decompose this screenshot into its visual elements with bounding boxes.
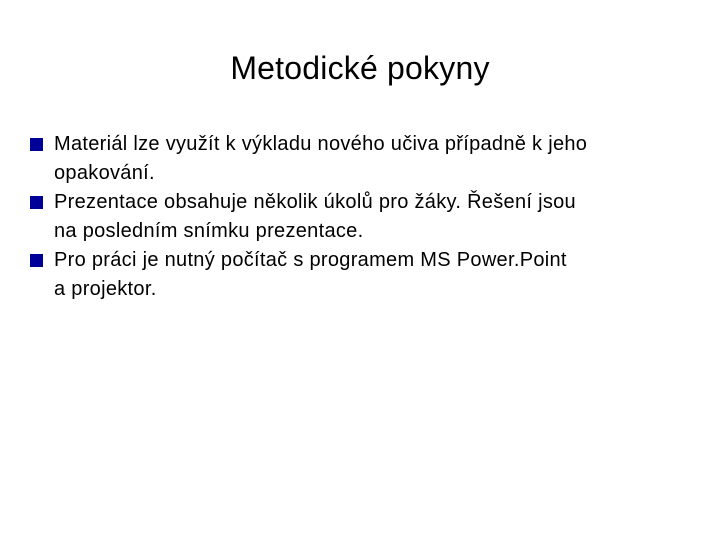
bullet-text-line: Prezentace obsahuje několik úkolů pro žáky. Řešení jsou bbox=[54, 191, 576, 213]
bullet-item bbox=[30, 130, 690, 188]
bullet-item bbox=[30, 188, 690, 246]
bullet-text-line: opakování. bbox=[54, 162, 155, 184]
square-bullet-icon bbox=[30, 254, 43, 267]
bullet-text-line: na posledním snímku prezentace. bbox=[54, 220, 364, 242]
bullet-text-line: a projektor. bbox=[54, 278, 157, 300]
square-bullet-icon bbox=[30, 138, 43, 151]
square-bullet-icon bbox=[30, 196, 43, 209]
bullet-item bbox=[30, 246, 690, 304]
bullet-text-line: Pro práci je nutný počítač s programem MS Power.Point bbox=[54, 249, 567, 271]
bullet-list bbox=[30, 130, 690, 304]
bullet-text-line: Materiál lze využít k výkladu nového učiva případně k jeho bbox=[54, 133, 588, 155]
slide-title: Metodické pokyny bbox=[230, 50, 490, 86]
